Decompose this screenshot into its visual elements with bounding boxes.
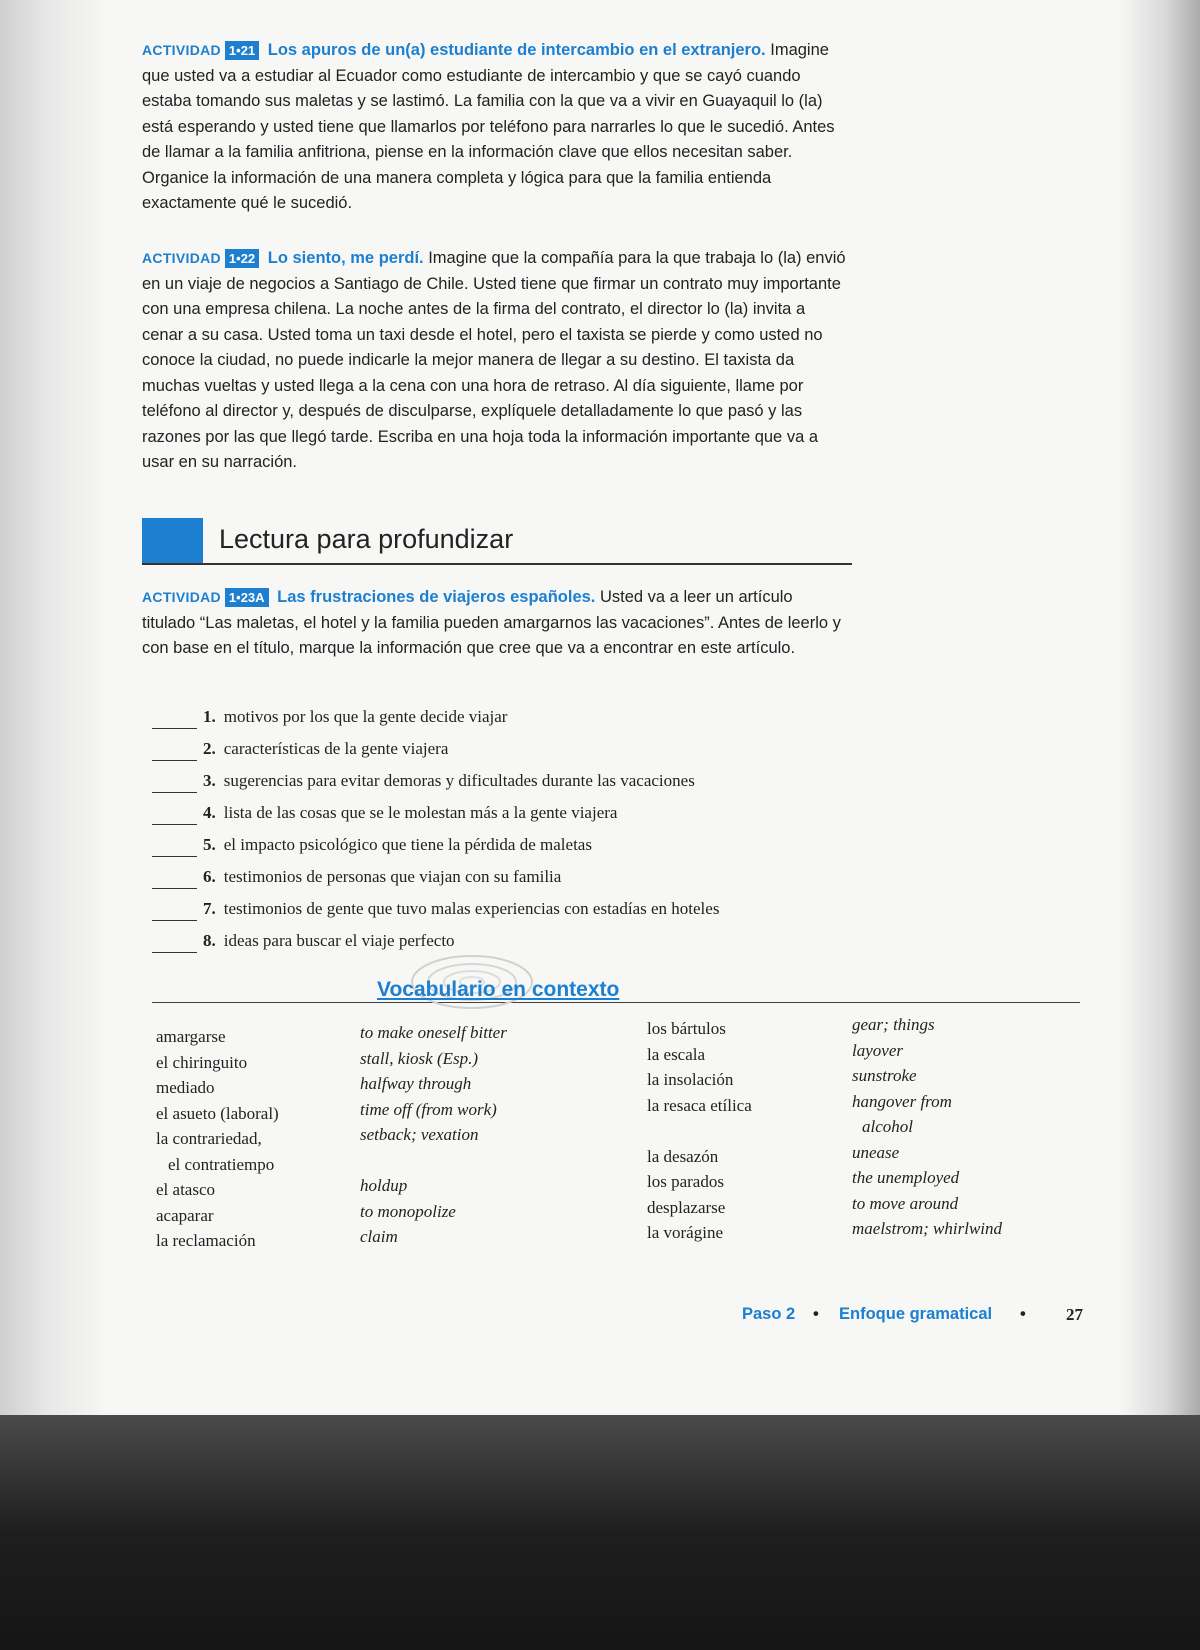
checklist-item [152,761,852,793]
item-number: 8. [203,931,216,950]
vocab-left-spanish [156,1024,279,1254]
activity-text: Imagine que usted va a estudiar al Ecuador como estudiante de intercambio y que se cayó cuando estaba tomando sus maletas y se lastimó. La familia con la que va a vivir en Guayaquil lo (la) está esperando y usted tiene que llamarlos por teléfono para narrarles lo que le sucedió. Antes de llamar a la familia anfitriona, piense en la información clave que ellos necesitan saber. Organice la información de una manera completa y lógica para que la familia entienda exactamente qué le sucedió. [142,41,835,212]
vocab-right-spanish [647,1016,752,1246]
item-number: 3. [203,771,216,790]
vocab-definition: stall, kiosk (Esp.) [360,1048,479,1068]
answer-blank[interactable] [152,932,197,953]
vocab-term: los parados [647,1172,724,1191]
vocab-term: el atasco [156,1180,215,1199]
vocab-title: Vocabulario en contexto [377,978,620,1001]
item-number: 2. [203,739,216,758]
item-text: el impacto psicológico que tiene la pérdida de maletas [223,835,592,854]
item-text: sugerencias para evitar demoras y dificultades durante las vacaciones [223,771,695,790]
vocab-definition: to move around [852,1193,959,1213]
vocab-term: la insolación [647,1070,734,1089]
vocab-term: desplazarse [647,1197,726,1217]
vocab-definition: gear; things [852,1015,935,1034]
answer-blank[interactable] [152,900,197,921]
checklist-item [152,921,852,953]
vocab-definition: to make oneself bitter [360,1023,507,1042]
activity-1-22 [142,246,847,476]
answer-blank[interactable] [152,708,197,729]
page-number: 27 [1066,1305,1083,1324]
item-text: motivos por los que la gente decide viajar [223,707,508,726]
section-title: Lectura para profundizar [219,524,514,554]
section-header [142,518,852,565]
activity-1-23a [142,585,842,662]
vocab-definition: layover [852,1040,903,1060]
vocab-definition: holdup [360,1176,408,1195]
vocab-term: mediado [156,1078,215,1097]
vocab-definition: setback; vexation [360,1125,479,1144]
footer-bullet: • [1020,1305,1026,1323]
item-number: 7. [203,899,216,918]
vocab-term: la vorágine [647,1223,723,1242]
answer-blank[interactable] [152,772,197,793]
checklist-item [152,729,852,761]
vocab-term: el asueto (laboral) [156,1103,279,1123]
footer-chapter: Enfoque gramatical [839,1305,993,1323]
item-number: 4. [203,803,216,822]
item-text: lista de las cosas que se le molestan más a la gente viajera [223,803,618,822]
activity-title: Las frustraciones de viajeros españoles. [277,588,596,606]
item-text: características de la gente viajera [223,739,449,758]
item-number: 1. [203,707,216,726]
item-text: testimonios de personas que viajan con su familia [223,867,562,886]
vocab-term: el contratiempo [168,1154,275,1174]
vocab-definition: the unemployed [852,1168,960,1187]
vocab-definition: halfway through [360,1074,472,1093]
checklist [152,697,852,953]
activity-title: Lo siento, me perdí. [267,249,424,267]
activity-label: ACTIVIDAD [142,42,221,58]
checklist-item [152,825,852,857]
vocab-definition [360,1148,507,1174]
activity-1-21 [142,38,842,217]
answer-blank[interactable] [152,868,197,889]
vocab-term [647,1118,752,1144]
vocab-definition: claim [360,1227,398,1246]
item-text: testimonios de gente que tuvo malas experiencias con estadías en hoteles [223,899,720,918]
checklist-item [152,889,852,921]
vocab-definition: maelstrom; whirlwind [852,1219,1003,1238]
activity-number-badge: 1•22 [225,249,259,268]
vocab-term: acaparar [156,1205,214,1225]
activity-text: Usted va a leer un artículo titulado “Las maletas, el hotel y la familia pueden amargarnos las vacaciones”. Antes de leerlo y con base en el título, marque la información que cree que va a encontrar en este artículo. [142,588,841,657]
item-number: 6. [203,867,216,886]
activity-title: Los apuros de un(a) estudiante de intercambio en el extranjero. [267,41,766,59]
vocab-term: amargarse [156,1027,226,1046]
vocab-definition: to monopolize [360,1201,456,1221]
vocab-definition: sunstroke [852,1066,917,1085]
vocab-term: la contrariedad, [156,1129,262,1148]
vocab-right-english [852,1012,1002,1242]
activity-text: Imagine que la compañía para la que trabaja lo (la) envió en un viaje de negocios a Santiago de Chile. Usted tiene que firmar un contrato muy importante con una empresa chilena. La noche antes de la firma del contrato, el director lo (la) invita a cenar a su casa. Usted toma un taxi desde el hotel, pero el taxista se pierde y como usted no conoce la ciudad, no puede indicarle la mejor manera de llegar a su destino. El taxista da muchas vueltas y usted llega a la cena con una hora de retraso. Al día siguiente, llame por teléfono al director y, después de disculparse, explíquele detalladamente lo que pasó y las razones por las que llegó tarde. Escriba en una hoja toda la información importante que va a usar en su narración. [142,249,846,471]
vocab-definition: alcohol [862,1117,913,1136]
activity-number-badge: 1•21 [225,41,259,60]
vocab-header [152,972,1080,1003]
activity-label: ACTIVIDAD [142,589,221,605]
checklist-item [152,697,852,729]
vocab-term: la desazón [647,1146,719,1166]
answer-blank[interactable] [152,836,197,857]
vocab-term: los bártulos [647,1019,726,1038]
vocab-definition: unease [852,1142,900,1162]
vocab-term: la reclamación [156,1231,256,1250]
checklist-item [152,793,852,825]
vocab-term: la resaca etílica [647,1095,752,1115]
vocab-definition: time off (from work) [360,1099,497,1119]
footer-bullet: • [813,1305,819,1323]
vocab-left-english [360,1020,507,1250]
answer-blank[interactable] [152,740,197,761]
vocab-term: la escala [647,1044,706,1064]
item-text: ideas para buscar el viaje perfecto [223,931,455,950]
answer-blank[interactable] [152,804,197,825]
page-bottom-shadow [0,1415,1200,1650]
section-color-block [142,518,203,563]
activity-number-badge: 1•23A [225,588,269,607]
footer-paso: Paso 2 [742,1305,796,1323]
item-number: 5. [203,835,216,854]
activity-label: ACTIVIDAD [142,250,221,266]
vocab-definition: hangover from [852,1091,952,1111]
vocab-term: el chiringuito [156,1052,248,1072]
checklist-item [152,857,852,889]
